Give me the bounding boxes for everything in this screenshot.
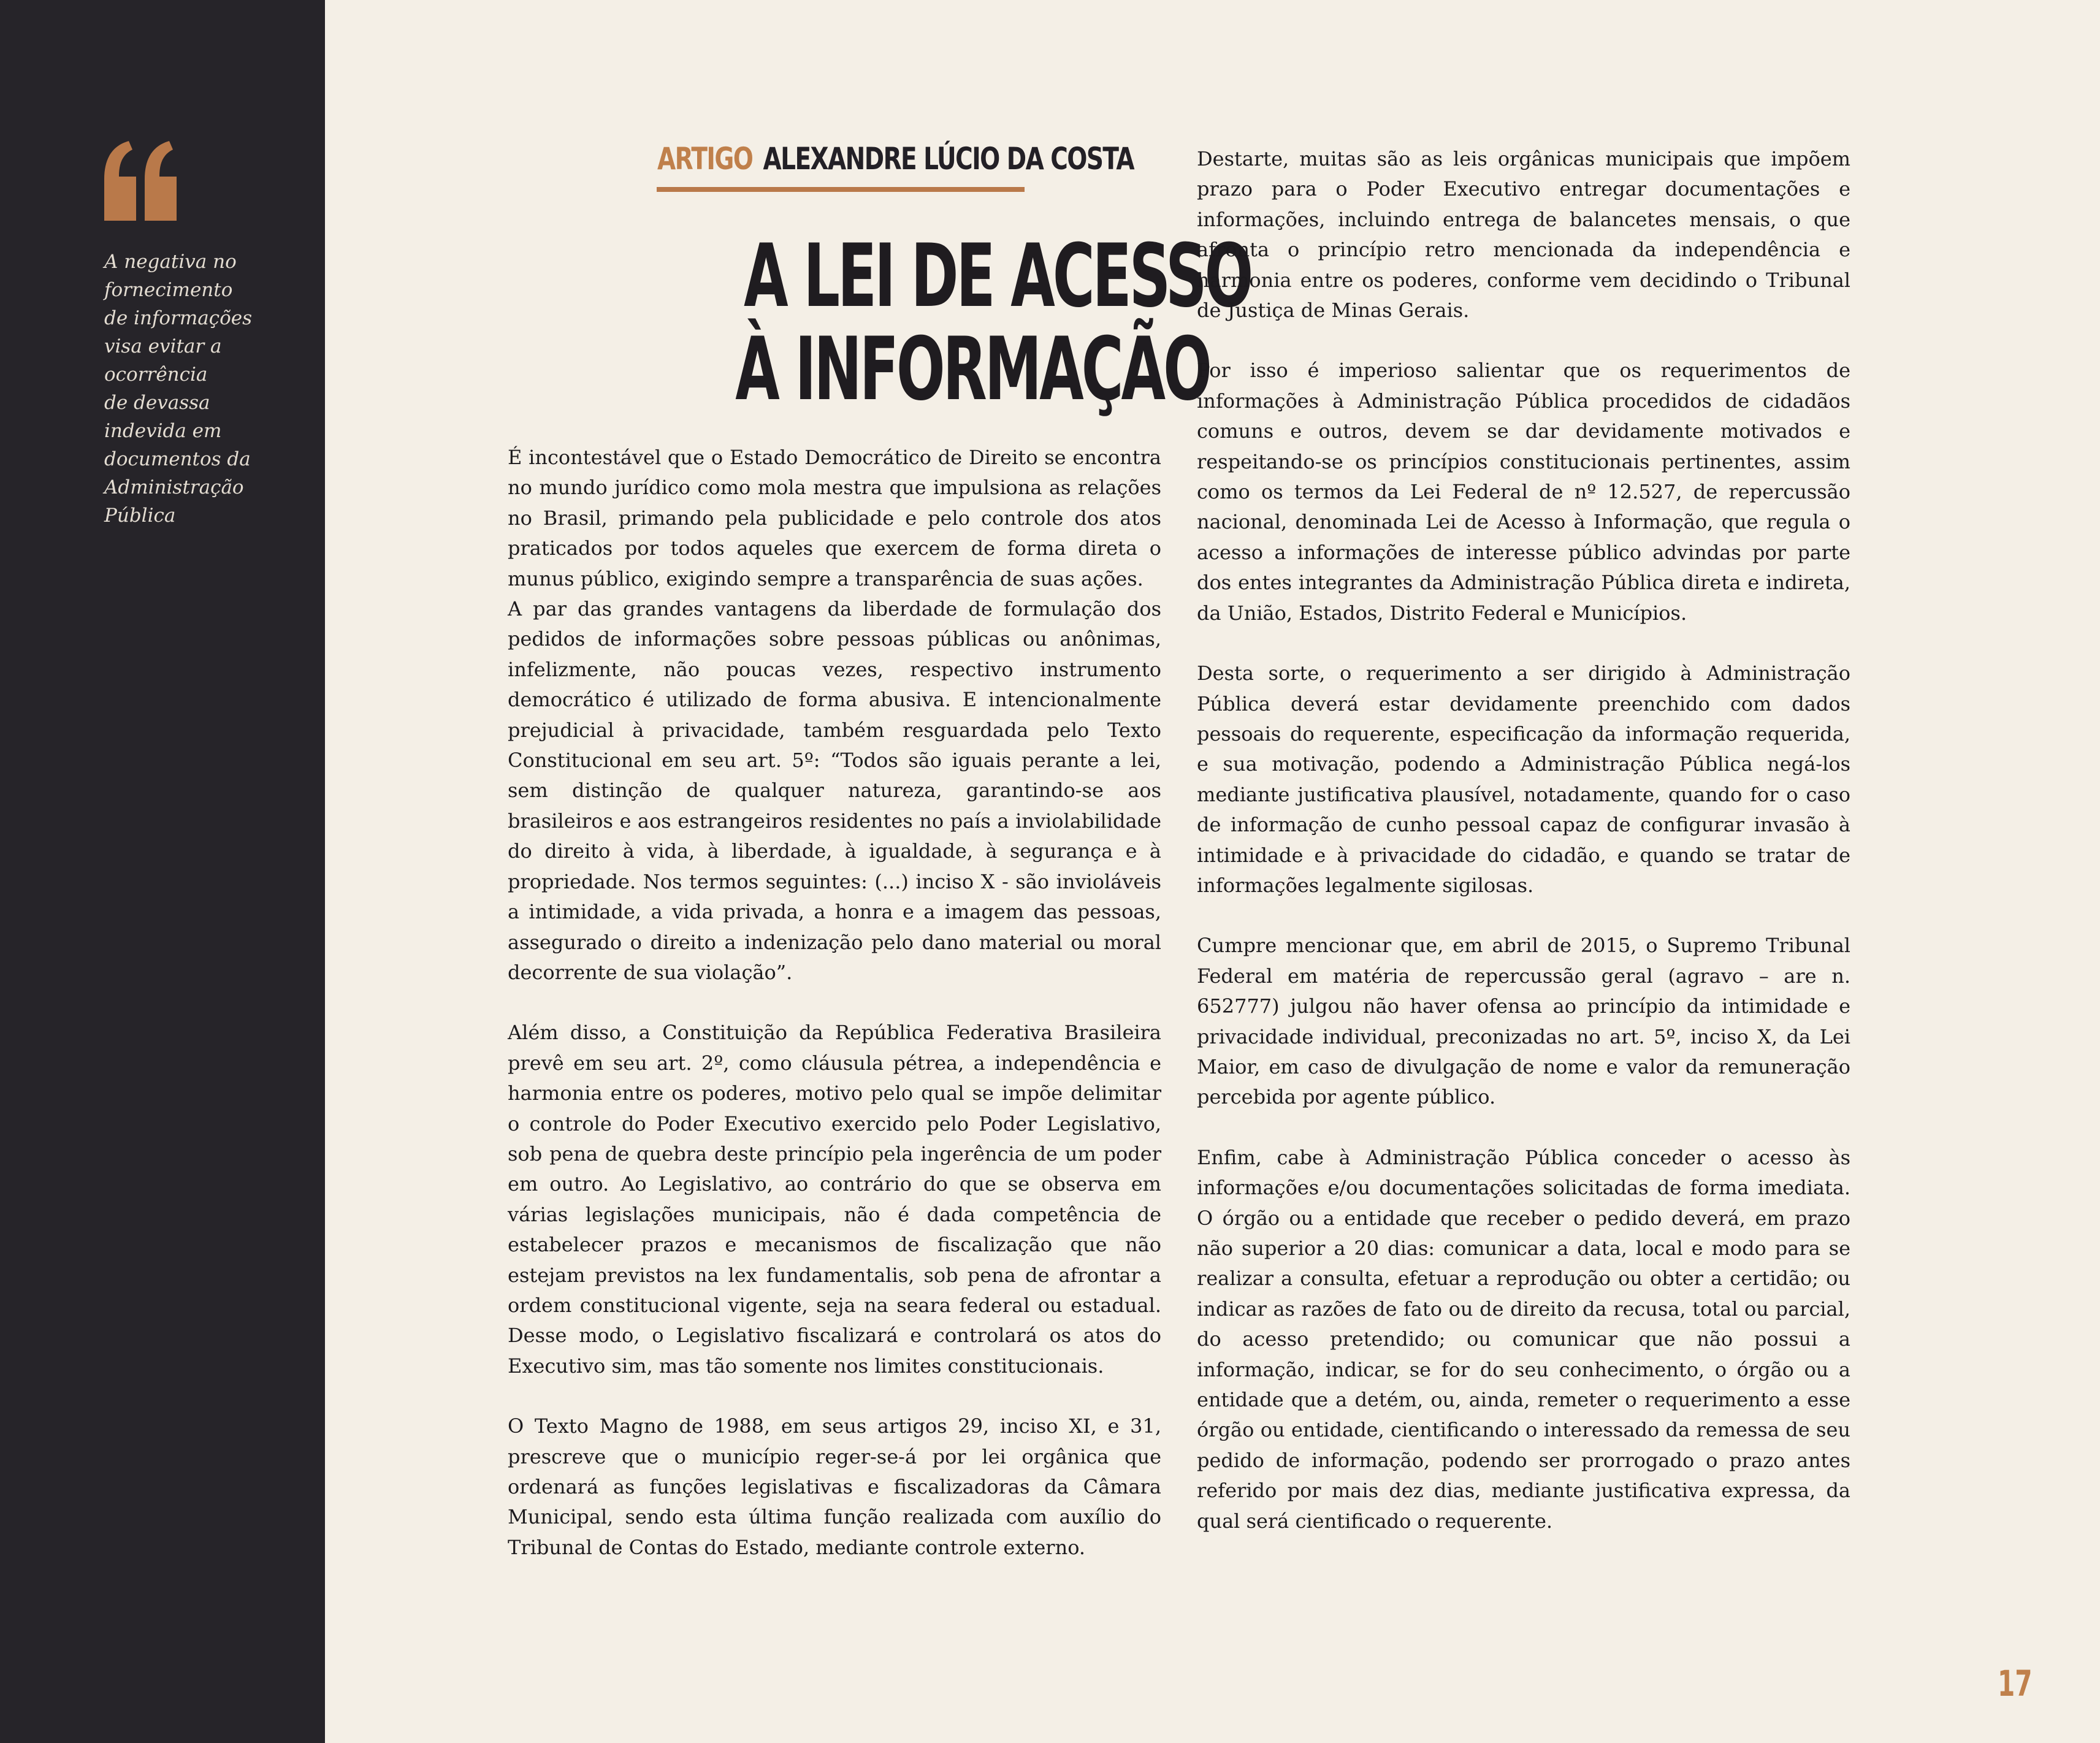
page-number: 17 [1998, 1663, 2033, 1704]
paragraph: A par das grandes vantagens da liberdade de formulação dos pedidos de informações sobre pessoas públicas ou anônimas, infelizmente, não poucas vezes, respectivo instrumento democrático é utilizado de forma abusiva. E intencionalmente prejudicial à privacidade, também resguardada pelo Texto Constitucional em seu art. 5º: “Todos são iguais perante a lei, sem distinção de qualquer natureza, garantindo-se aos brasileiros e aos estrangeiros residentes no país a inviolabilidade do direito à vida, à liberdade, à igualdade, à segurança e à propriedade. Nos termos seguintes: (...) inciso X - são invioláveis a intimidade, a vida privada, a honra e a imagem das pessoas, assegurado o direito a indenização pelo dano material ou moral decorrente de sua violação”. [508, 597, 1161, 984]
paragraph: Desta sorte, o requerimento a ser dirigido à Administração Pública deverá estar devidamente preenchido com dados pessoais do requerente, especificação da informação requerida, e sua motivação, podendo a Administração Pública negá-los mediante justificativa plausível, notadamente, quando for o caso de informação de cunho pessoal capaz de configurar invasão à intimidade e à privacidade do cidadão, e quando se tratar de informações legalmente sigilosas. [1197, 662, 1850, 897]
paragraph: É incontestável que o Estado Democrático de Direito se encontra no mundo jurídico como mola mestra que impulsiona as relações no Brasil, primando pela publicidade e pelo controle dos atos praticados por todos aqueles que exercem de forma direta o munus público, exigindo sempre a transparência de suas ações. [508, 446, 1161, 590]
paragraph: O Texto Magno de 1988, em seus artigos 29, inciso XI, e 31, prescreve que o município reger-se-á por lei orgânica que ordenará as funções legislativas e fiscalizadoras da Câmara Municipal, sendo esta última função realizada com auxílio do Tribunal de Contas do Estado, mediante controle externo. [508, 1414, 1161, 1559]
paragraph: Destarte, muitas são as leis orgânicas municipais que impõem prazo para o Poder Executivo entregar documentações e informações, incluindo entrega de balancetes mensais, o que afronta o princípio retro mencionada da independência e harmonia entre os poderes, conforme vem decidindo o Tribunal de Justiça de Minas Gerais. [1197, 147, 1850, 322]
article-title [613, 226, 1251, 420]
author-name: ALEXANDRE LÚCIO DA COSTA [763, 141, 1134, 177]
byline [657, 141, 1134, 177]
title-line-1: A LEI DE ACESSO [744, 226, 1251, 327]
quotation-mark-icon [102, 141, 179, 221]
body-column-right [1197, 144, 1850, 1536]
title-line-2: À INFORMAÇÃO [735, 319, 1210, 420]
paragraph: Por isso é imperioso salientar que os requerimentos de informações à Administração Pública procedidos de cidadãos comuns e outros, devem se dar devidamente motivados e respeitando-se os princípios constitucionais pertinentes, assim como os termos da Lei Federal de nº 12.527, de repercussão nacional, denominada Lei de Acesso à Informação, que regula o acesso a informações de interesse público advindas por parte dos entes integrantes da Administração Pública direta e indireta, da União, Estados, Distrito Federal e Municípios. [1197, 359, 1850, 625]
paragraph: Cumpre mencionar que, em abril de 2015, o Supremo Tribunal Federal em matéria de repercussão geral (agravo – are n. 652777) julgou não haver ofensa ao princípio da intimidade e privacidade individual, preconizadas no art. 5º, inciso X, da Lei Maior, em caso de divulgação de nome e valor da remuneração percebida por agente público. [1197, 934, 1850, 1109]
body-column-left [508, 443, 1161, 1563]
byline-rule [657, 187, 1025, 192]
pull-quote: A negativa no fornecimento de informações visa evitar a ocorrência de devassa indevida em documentos da Administração Pública [104, 251, 253, 527]
paragraph: Além disso, a Constituição da República Federativa Brasileira prevê em seu art. 2º, como cláusula pétrea, a independência e harmonia entre os poderes, motivo pelo qual se impõe delimitar o controle do Poder Executivo exercido pelo Poder Legislativo, sob pena de quebra deste princípio pela ingerência de um poder em outro. Ao Legislativo, ao contrário do que se observa em várias legislações municipais, não é dada competência de estabelecer prazos e mecanismos de fiscalização que não estejam previstos na lex fundamentalis, sob pena de afrontar a ordem constitucional vigente, seja na seara federal ou estadual. Desse modo, o Legislativo fiscalizará e controlará os atos do Executivo sim, mas tão somente nos limites constitucionais. [508, 1021, 1161, 1378]
sidebar [0, 0, 325, 1743]
section-kicker: ARTIGO [657, 141, 753, 177]
paragraph: Enfim, cabe à Administração Pública conceder o acesso às informações e/ou documentações solicitadas de forma imediata. O órgão ou a entidade que receber o pedido deverá, em prazo não superior a 20 dias: comunicar a data, local e modo para se realizar a consulta, efetuar a reprodução ou obter a certidão; ou indicar as razões de fato ou de direito da recusa, total ou parcial, do acesso pretendido; ou comunicar que não possui a informação, indicar, se for do seu conhecimento, o órgão ou a entidade que a detém, ou, ainda, remeter o requerimento a esse órgão ou entidade, cientificando o interessado da remessa de seu pedido de informação, podendo ser prorrogado o prazo antes referido por mais dez dias, mediante justificativa expressa, da qual será cientificado o requerente. [1197, 1145, 1850, 1533]
